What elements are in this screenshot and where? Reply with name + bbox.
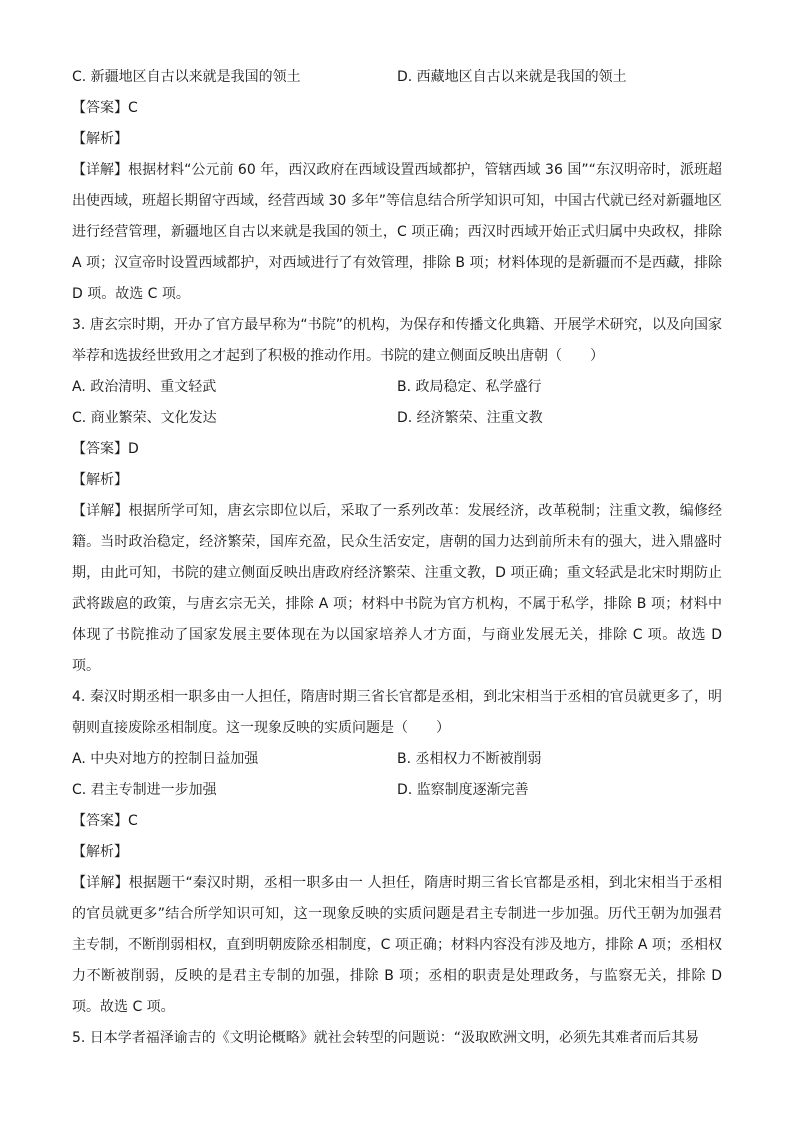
q5-stem: 5. 日本学者福泽谕吉的《文明论概略》就社会转型的问题说：“汲取欧洲文明，必须先其难者而后其易	[72, 1030, 700, 1046]
q4-option-b: B. 丞相权力不断被削弱	[397, 751, 542, 767]
q3-options-row-2	[72, 403, 722, 434]
q3-stem: 3. 唐玄宗时期，开办了官方最早称为“书院”的机构，为保存和传播文化典籍、开展学术研究，以及向国家举荐和选拔经世致用之才起到了积极的推动作用。书院的建立侧面反映出唐朝（ ）	[72, 317, 722, 364]
q4-answer: 【答案】C	[72, 813, 138, 829]
q2-detail: 【详解】根据材料“公元前 60 年，西汉政府在西域设置西域都护，管辖西域 36 国”“东汉明帝时，派班超出使西域，班超长期留守西域，经营西域 30 多年”等信息结合所学知识可知，中国古代就已经对新疆地区进行经营管理，新疆地区自古以来就是我国的领土，C 项正确；西汉时西域开始正式归属中央政权，排除 A 项；汉宣帝时设置西域都护，对西域进行了有效管理，排除 B 项；材料体现的是新疆而不是西藏，排除 D 项。故选 C 项。	[72, 162, 722, 302]
q4-options-row-2	[72, 775, 722, 806]
q3-answer: 【答案】D	[72, 441, 139, 457]
q3-option-a: A. 政治清明、重文轻武	[72, 379, 217, 395]
q4-detail: 【详解】根据题干“秦汉时期，丞相一职多由一 人担任，隋唐时期三省长官都是丞相，到北宋相当于丞相的官员就更多”结合所学知识可知，这一现象反映的实质问题是君主专制进一步加强。历代王朝为加强君主专制，不断削弱相权，直到明朝废除丞相制度，C 项正确；材料内容没有涉及地方，排除 A 项；丞相权力不断被削弱，反映的是君主专制的加强，排除 B 项；丞相的职责是处理政务，与监察无关，排除 D 项。故选 C 项。	[72, 875, 722, 1015]
document-page	[72, 62, 722, 1054]
q4-options-row-1	[72, 744, 722, 775]
q2-option-c: C. 新疆地区自古以来就是我国的领土	[72, 69, 301, 85]
q4-stem: 4. 秦汉时期丞相一职多由一人担任，隋唐时期三省长官都是丞相，到北宋相当于丞相的官员就更多了，明朝则直接废除丞相制度。这一现象反映的实质问题是（ ）	[72, 689, 722, 736]
q3-analysis-label: 【解析】	[72, 472, 128, 488]
q4-analysis-label: 【解析】	[72, 844, 128, 860]
q3-option-d: D. 经济繁荣、注重文教	[397, 410, 543, 426]
q4-option-d: D. 监察制度逐渐完善	[397, 782, 529, 798]
q3-option-c: C. 商业繁荣、文化发达	[72, 410, 217, 426]
q2-options-row	[72, 62, 722, 93]
q2-analysis-label: 【解析】	[72, 131, 128, 147]
q4-option-c: C. 君主专制进一步加强	[72, 782, 217, 798]
q3-detail: 【详解】根据所学可知，唐玄宗即位以后，采取了一系列改革：发展经济，改革税制；注重文教，编修经籍。当时政治稳定，经济繁荣，国库充盈，民众生活安定，唐朝的国力达到前所未有的强大，进入鼎盛时期，由此可知，书院的建立侧面反映出唐政府经济繁荣、注重文教，D 项正确；重文轻武是北宋时期防止武将跋扈的政策，与唐玄宗无关，排除 A 项；材料中书院为官方机构，不属于私学，排除 B 项；材料中体现了书院推动了国家发展主要体现在为以国家培养人才方面，与商业发展无关，排除 C 项。故选 D 项。	[72, 503, 722, 674]
q3-options-row-1	[72, 372, 722, 403]
q4-option-a: A. 中央对地方的控制日益加强	[72, 751, 259, 767]
q3-option-b: B. 政局稳定、私学盛行	[397, 379, 542, 395]
q2-option-d: D. 西藏地区自古以来就是我国的领土	[397, 69, 627, 85]
q2-answer: 【答案】C	[72, 100, 138, 116]
